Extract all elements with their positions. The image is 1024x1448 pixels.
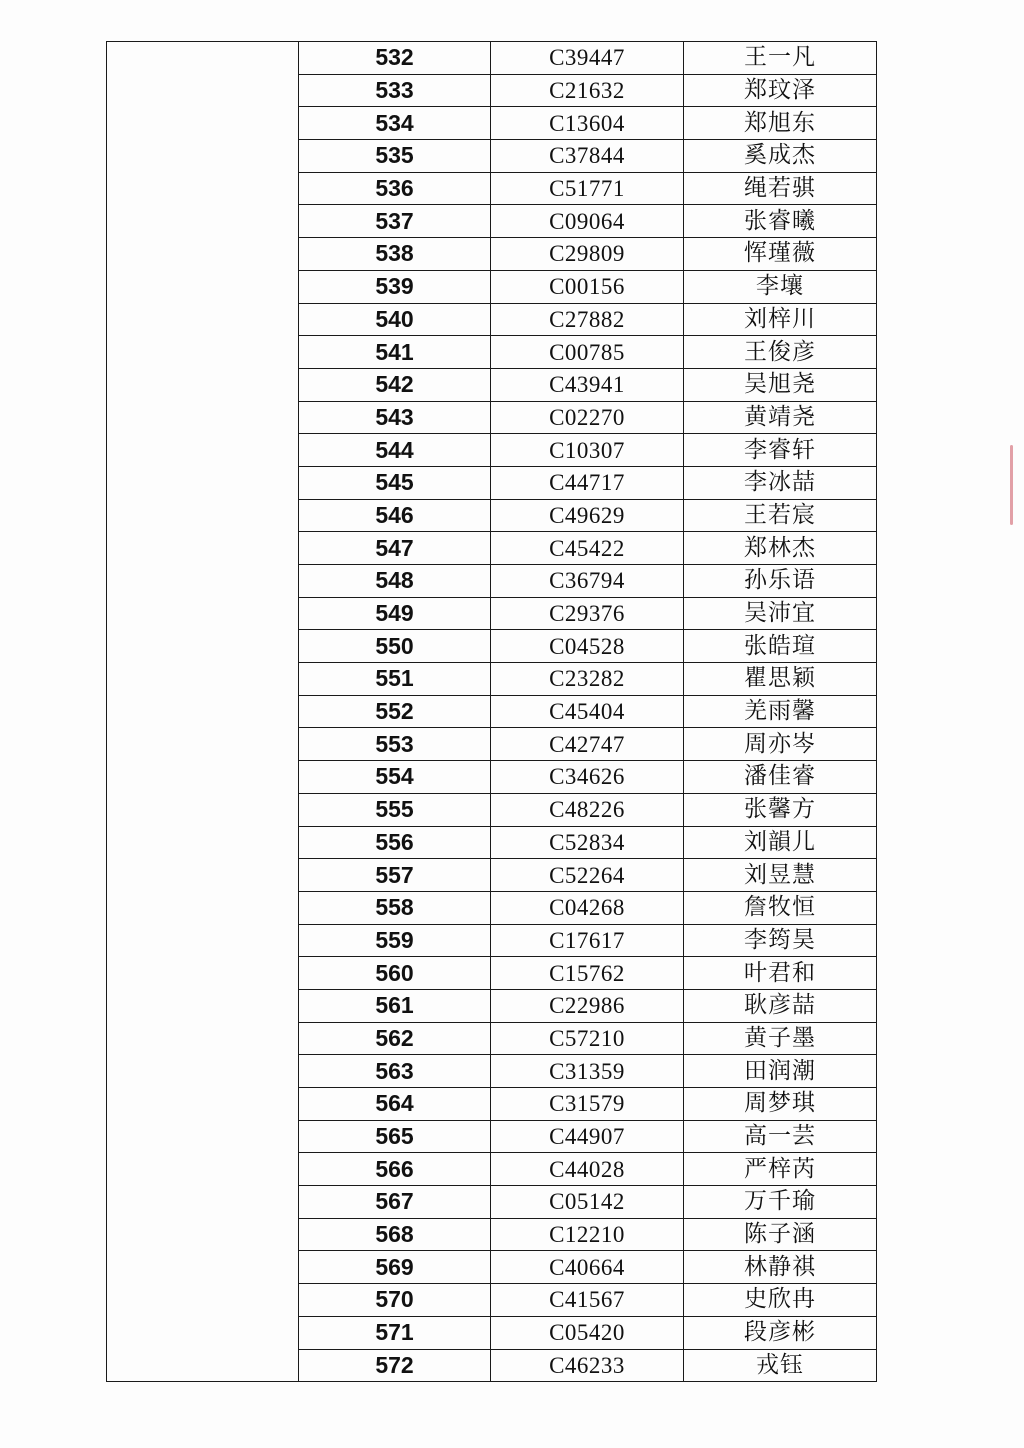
student-name-cell: 高一芸	[684, 1120, 877, 1153]
student-name-cell: 刘昱慧	[684, 859, 877, 892]
row-number-cell: 560	[299, 957, 491, 990]
candidate-id-cell: C34626	[491, 761, 684, 794]
row-number-cell: 556	[299, 826, 491, 859]
row-number-cell: 540	[299, 303, 491, 336]
candidate-id-cell: C21632	[491, 74, 684, 107]
row-number-cell: 546	[299, 499, 491, 532]
row-number-cell: 568	[299, 1218, 491, 1251]
student-name-cell: 周亦岑	[684, 728, 877, 761]
student-name-cell: 张皓瑄	[684, 630, 877, 663]
candidate-id-cell: C00785	[491, 336, 684, 369]
student-name-cell: 张睿曦	[684, 205, 877, 238]
row-number-cell: 567	[299, 1186, 491, 1219]
student-name-cell: 李筠昊	[684, 924, 877, 957]
candidate-id-cell: C09064	[491, 205, 684, 238]
candidate-id-cell: C51771	[491, 172, 684, 205]
candidate-id-cell: C23282	[491, 663, 684, 696]
candidate-id-cell: C31359	[491, 1055, 684, 1088]
row-number-cell: 572	[299, 1349, 491, 1382]
student-name-cell: 刘梓川	[684, 303, 877, 336]
candidate-id-cell: C37844	[491, 140, 684, 173]
student-name-cell: 李冰喆	[684, 466, 877, 499]
row-number-cell: 550	[299, 630, 491, 663]
row-number-cell: 557	[299, 859, 491, 892]
student-name-cell: 周梦琪	[684, 1088, 877, 1121]
row-number-cell: 571	[299, 1316, 491, 1349]
student-name-cell: 王一凡	[684, 42, 877, 75]
row-number-cell: 544	[299, 434, 491, 467]
row-number-cell: 549	[299, 597, 491, 630]
student-name-cell: 郑林杰	[684, 532, 877, 565]
candidate-id-cell: C46233	[491, 1349, 684, 1382]
candidate-id-cell: C44717	[491, 466, 684, 499]
row-number-cell: 562	[299, 1022, 491, 1055]
candidate-id-cell: C22986	[491, 989, 684, 1022]
student-name-cell: 刘韻儿	[684, 826, 877, 859]
student-name-cell: 潘佳睿	[684, 761, 877, 794]
student-name-cell: 田润潮	[684, 1055, 877, 1088]
candidate-id-cell: C31579	[491, 1088, 684, 1121]
row-number-cell: 545	[299, 466, 491, 499]
student-name-cell: 郑玟泽	[684, 74, 877, 107]
student-name-cell: 吴沛宜	[684, 597, 877, 630]
student-name-cell: 吴旭尧	[684, 368, 877, 401]
candidate-id-cell: C05420	[491, 1316, 684, 1349]
row-number-cell: 570	[299, 1284, 491, 1317]
blank-merged-column	[107, 42, 299, 1382]
row-number-cell: 541	[299, 336, 491, 369]
candidate-id-cell: C13604	[491, 107, 684, 140]
candidate-id-cell: C45404	[491, 695, 684, 728]
student-name-cell: 王俊彦	[684, 336, 877, 369]
candidate-id-cell: C00156	[491, 270, 684, 303]
row-number-cell: 555	[299, 793, 491, 826]
student-name-cell: 黄子墨	[684, 1022, 877, 1055]
student-name-cell: 羌雨馨	[684, 695, 877, 728]
candidate-id-cell: C12210	[491, 1218, 684, 1251]
student-name-cell: 万千瑜	[684, 1186, 877, 1219]
row-number-cell: 561	[299, 989, 491, 1022]
student-name-cell: 瞿思颖	[684, 663, 877, 696]
row-number-cell: 559	[299, 924, 491, 957]
candidate-id-cell: C27882	[491, 303, 684, 336]
candidate-id-cell: C10307	[491, 434, 684, 467]
student-name-cell: 陈子涵	[684, 1218, 877, 1251]
candidate-id-cell: C29376	[491, 597, 684, 630]
student-name-cell: 李壤	[684, 270, 877, 303]
row-number-cell: 564	[299, 1088, 491, 1121]
student-name-cell: 孙乐语	[684, 565, 877, 598]
student-name-cell: 史欣冉	[684, 1284, 877, 1317]
candidate-id-cell: C02270	[491, 401, 684, 434]
candidate-id-cell: C36794	[491, 565, 684, 598]
student-name-cell: 叶君和	[684, 957, 877, 990]
red-stamp-edge-mark	[1010, 445, 1013, 525]
row-number-cell: 534	[299, 107, 491, 140]
row-number-cell: 542	[299, 368, 491, 401]
candidate-id-cell: C17617	[491, 924, 684, 957]
candidate-id-cell: C45422	[491, 532, 684, 565]
candidate-id-cell: C15762	[491, 957, 684, 990]
row-number-cell: 547	[299, 532, 491, 565]
student-name-cell: 绳若骐	[684, 172, 877, 205]
candidate-id-cell: C49629	[491, 499, 684, 532]
candidate-id-cell: C52834	[491, 826, 684, 859]
student-name-cell: 王若宸	[684, 499, 877, 532]
row-number-cell: 536	[299, 172, 491, 205]
student-name-cell: 詹牧恒	[684, 891, 877, 924]
candidate-id-cell: C48226	[491, 793, 684, 826]
student-name-cell: 奚成杰	[684, 140, 877, 173]
student-name-cell: 戎钰	[684, 1349, 877, 1382]
roster-table	[106, 41, 877, 1382]
table-row	[107, 42, 877, 75]
candidate-id-cell: C43941	[491, 368, 684, 401]
row-number-cell: 563	[299, 1055, 491, 1088]
student-name-cell: 耿彦喆	[684, 989, 877, 1022]
row-number-cell: 565	[299, 1120, 491, 1153]
student-name-cell: 林静祺	[684, 1251, 877, 1284]
row-number-cell: 553	[299, 728, 491, 761]
roster-body	[107, 42, 877, 1382]
student-name-cell: 严梓芮	[684, 1153, 877, 1186]
candidate-id-cell: C44028	[491, 1153, 684, 1186]
row-number-cell: 548	[299, 565, 491, 598]
row-number-cell: 543	[299, 401, 491, 434]
student-name-cell: 李睿轩	[684, 434, 877, 467]
student-name-cell: 张馨方	[684, 793, 877, 826]
row-number-cell: 552	[299, 695, 491, 728]
candidate-id-cell: C04528	[491, 630, 684, 663]
candidate-id-cell: C05142	[491, 1186, 684, 1219]
candidate-id-cell: C42747	[491, 728, 684, 761]
candidate-id-cell: C29809	[491, 238, 684, 271]
row-number-cell: 554	[299, 761, 491, 794]
row-number-cell: 551	[299, 663, 491, 696]
row-number-cell: 537	[299, 205, 491, 238]
candidate-id-cell: C40664	[491, 1251, 684, 1284]
row-number-cell: 532	[299, 42, 491, 75]
row-number-cell: 535	[299, 140, 491, 173]
student-name-cell: 段彦彬	[684, 1316, 877, 1349]
row-number-cell: 539	[299, 270, 491, 303]
student-name-cell: 恽瑾薇	[684, 238, 877, 271]
candidate-id-cell: C57210	[491, 1022, 684, 1055]
row-number-cell: 558	[299, 891, 491, 924]
candidate-id-cell: C04268	[491, 891, 684, 924]
candidate-id-cell: C41567	[491, 1284, 684, 1317]
student-name-cell: 黄靖尧	[684, 401, 877, 434]
candidate-id-cell: C52264	[491, 859, 684, 892]
row-number-cell: 566	[299, 1153, 491, 1186]
row-number-cell: 569	[299, 1251, 491, 1284]
student-name-cell: 郑旭东	[684, 107, 877, 140]
row-number-cell: 533	[299, 74, 491, 107]
candidate-id-cell: C39447	[491, 42, 684, 75]
row-number-cell: 538	[299, 238, 491, 271]
candidate-id-cell: C44907	[491, 1120, 684, 1153]
